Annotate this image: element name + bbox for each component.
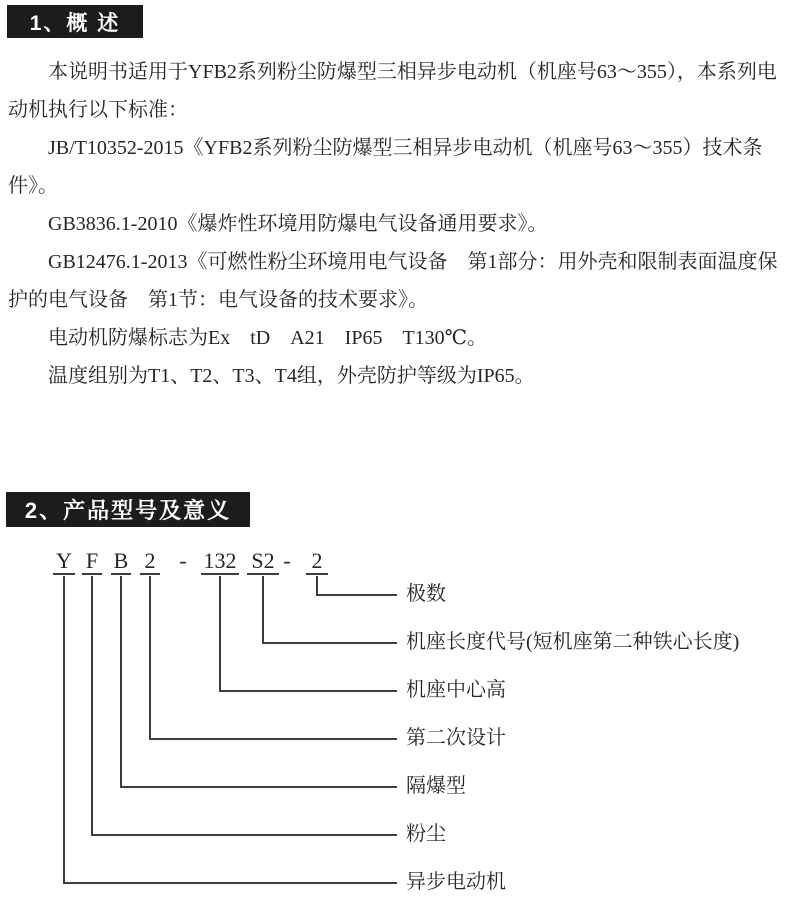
- paragraph-standard-gb3836: GB3836.1-2010《爆炸性环境用防爆电气设备通用要求》。: [48, 213, 548, 235]
- model-meaning-flameproof: 隔爆型: [406, 775, 466, 797]
- model-token-flameproof: B: [111, 550, 131, 575]
- connector-line-horizontal: [63, 882, 397, 884]
- paragraph-standard-gb12476: GB12476.1-2013《可燃性粉尘环境用电气设备 第1部分：用外壳和限制表面温度保护的电气设备 第1节：电气设备的技术要求》。: [8, 251, 778, 311]
- model-token-hyphen: -: [283, 548, 291, 573]
- connector-line-horizontal: [120, 786, 397, 788]
- connector-line-horizontal: [262, 642, 397, 644]
- section2-title: 2、产品型号及意义: [24, 498, 232, 523]
- paragraph-ex-marking: 电动机防爆标志为Ex tD A21 IP65 T130℃。: [48, 327, 488, 349]
- model-meaning-async-motor: 异步电动机: [406, 871, 506, 893]
- paragraph-scope: 本说明书适用于YFB2系列粉尘防爆型三相异步电动机（机座号63～355），本系列电动机执行以下标准：: [8, 61, 777, 121]
- section2-header: [6, 492, 250, 527]
- connector-line-vertical: [219, 576, 221, 692]
- connector-line-horizontal: [149, 738, 397, 740]
- model-token-poles: 2: [306, 550, 328, 575]
- model-meaning-frame-length: 机座长度代号(短机座第二种铁心长度): [406, 631, 740, 653]
- section1-title: 1、概 述: [29, 11, 121, 35]
- connector-line-horizontal: [91, 834, 397, 836]
- model-token-frame-length: S2: [247, 550, 279, 575]
- connector-line-horizontal: [219, 690, 397, 692]
- model-meaning-dust: 粉尘: [406, 823, 446, 845]
- model-meaning-poles: 极数: [406, 583, 446, 605]
- connector-line-vertical: [149, 576, 151, 740]
- model-token-dust: F: [82, 550, 102, 575]
- paragraph-standard-jbt: JB/T10352-2015《YFB2系列粉尘防爆型三相异步电动机（机座号63～355）技术条件》。: [8, 137, 763, 197]
- connector-line-vertical: [91, 576, 93, 836]
- section1-header: [7, 5, 143, 38]
- model-token-design: 2: [140, 550, 160, 575]
- model-meaning-frame-height: 机座中心高: [406, 679, 506, 701]
- model-token-frame-size: 132: [201, 550, 239, 575]
- model-token-series: Y: [53, 550, 75, 575]
- model-token-hyphen: -: [179, 548, 187, 573]
- section1-body: [8, 53, 794, 395]
- model-meaning-design: 第二次设计: [406, 727, 506, 749]
- paragraph-temperature-groups: 温度组别为T1、T2、T3、T4组，外壳防护等级为IP65。: [48, 365, 535, 387]
- connector-line-vertical: [316, 576, 318, 596]
- connector-line-vertical: [63, 576, 65, 884]
- connector-line-vertical: [120, 576, 122, 788]
- connector-line-horizontal: [316, 594, 397, 596]
- connector-line-vertical: [262, 576, 264, 644]
